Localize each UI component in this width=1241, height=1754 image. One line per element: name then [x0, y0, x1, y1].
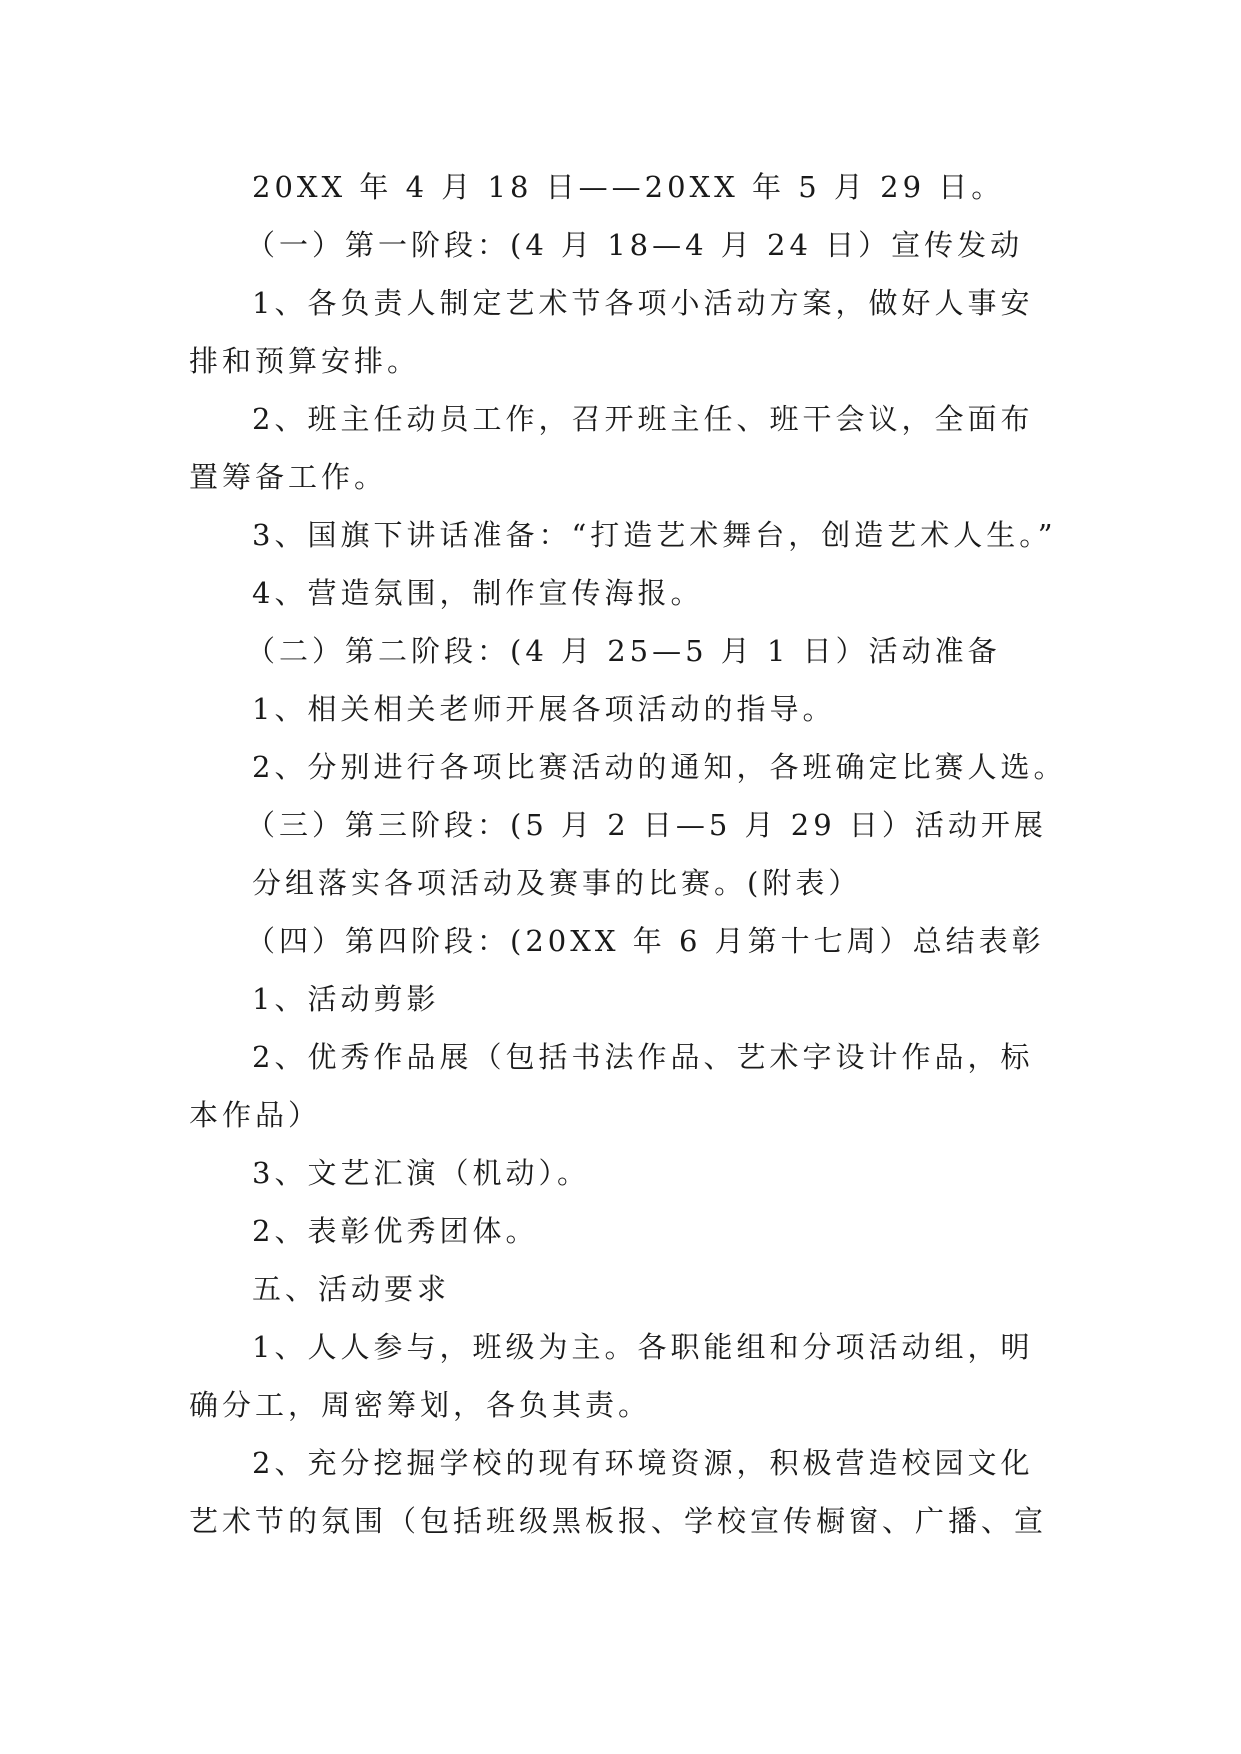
document-body: [189, 158, 1067, 1550]
paragraph-line: 本作品）: [189, 1098, 322, 1132]
stage-three-heading: （三）第三阶段：(5 月 2 日—5 月 29 日）活动开展: [246, 808, 1047, 842]
paragraph-line: 1、活动剪影: [252, 982, 440, 1016]
paragraph-line: 艺术节的氛围（包括班级黑板报、学校宣传橱窗、广播、宣: [189, 1504, 1048, 1538]
paragraph-line: 置筹备工作。: [189, 460, 388, 494]
paragraph-line: 4、营造氛围，制作宣传海报。: [252, 576, 704, 610]
paragraph-line: 分组落实各项活动及赛事的比赛。(附表）: [252, 866, 862, 900]
paragraph-line: 1、各负责人制定艺术节各项小活动方案，做好人事安: [252, 286, 1034, 320]
paragraph-line: 2、班主任动员工作，召开班主任、班干会议，全面布: [252, 402, 1034, 436]
paragraph-line: 3、国旗下讲话准备：“打造艺术舞台，创造艺术人生。”: [252, 518, 1057, 552]
section-five-heading: 五、活动要求: [252, 1272, 451, 1306]
paragraph-line: 2、优秀作品展（包括书法作品、艺术字设计作品，标: [252, 1040, 1034, 1074]
paragraph-line: 排和预算安排。: [189, 344, 421, 378]
date-range-line: 20XX 年 4 月 18 日——20XX 年 5 月 29 日。: [252, 170, 1005, 204]
paragraph-line: 确分工，周密筹划，各负其责。: [189, 1388, 652, 1422]
paragraph-line: 3、文艺汇演（机动）。: [252, 1156, 590, 1190]
stage-two-heading: （二）第二阶段：(4 月 25—5 月 1 日）活动准备: [246, 634, 1001, 668]
paragraph-line: 2、分别进行各项比赛活动的通知，各班确定比赛人选。: [252, 750, 1067, 784]
paragraph-line: 2、充分挖掘学校的现有环境资源，积极营造校园文化: [252, 1446, 1034, 1480]
stage-four-heading: （四）第四阶段：(20XX 年 6 月第十七周）总结表彰: [246, 924, 1045, 958]
paragraph-line: 1、人人参与，班级为主。各职能组和分项活动组，明: [252, 1330, 1034, 1364]
paragraph-line: 1、相关相关老师开展各项活动的指导。: [252, 692, 836, 726]
stage-one-heading: （一）第一阶段：(4 月 18—4 月 24 日）宣传发动: [246, 228, 1024, 262]
paragraph-line: 2、表彰优秀团体。: [252, 1214, 539, 1248]
